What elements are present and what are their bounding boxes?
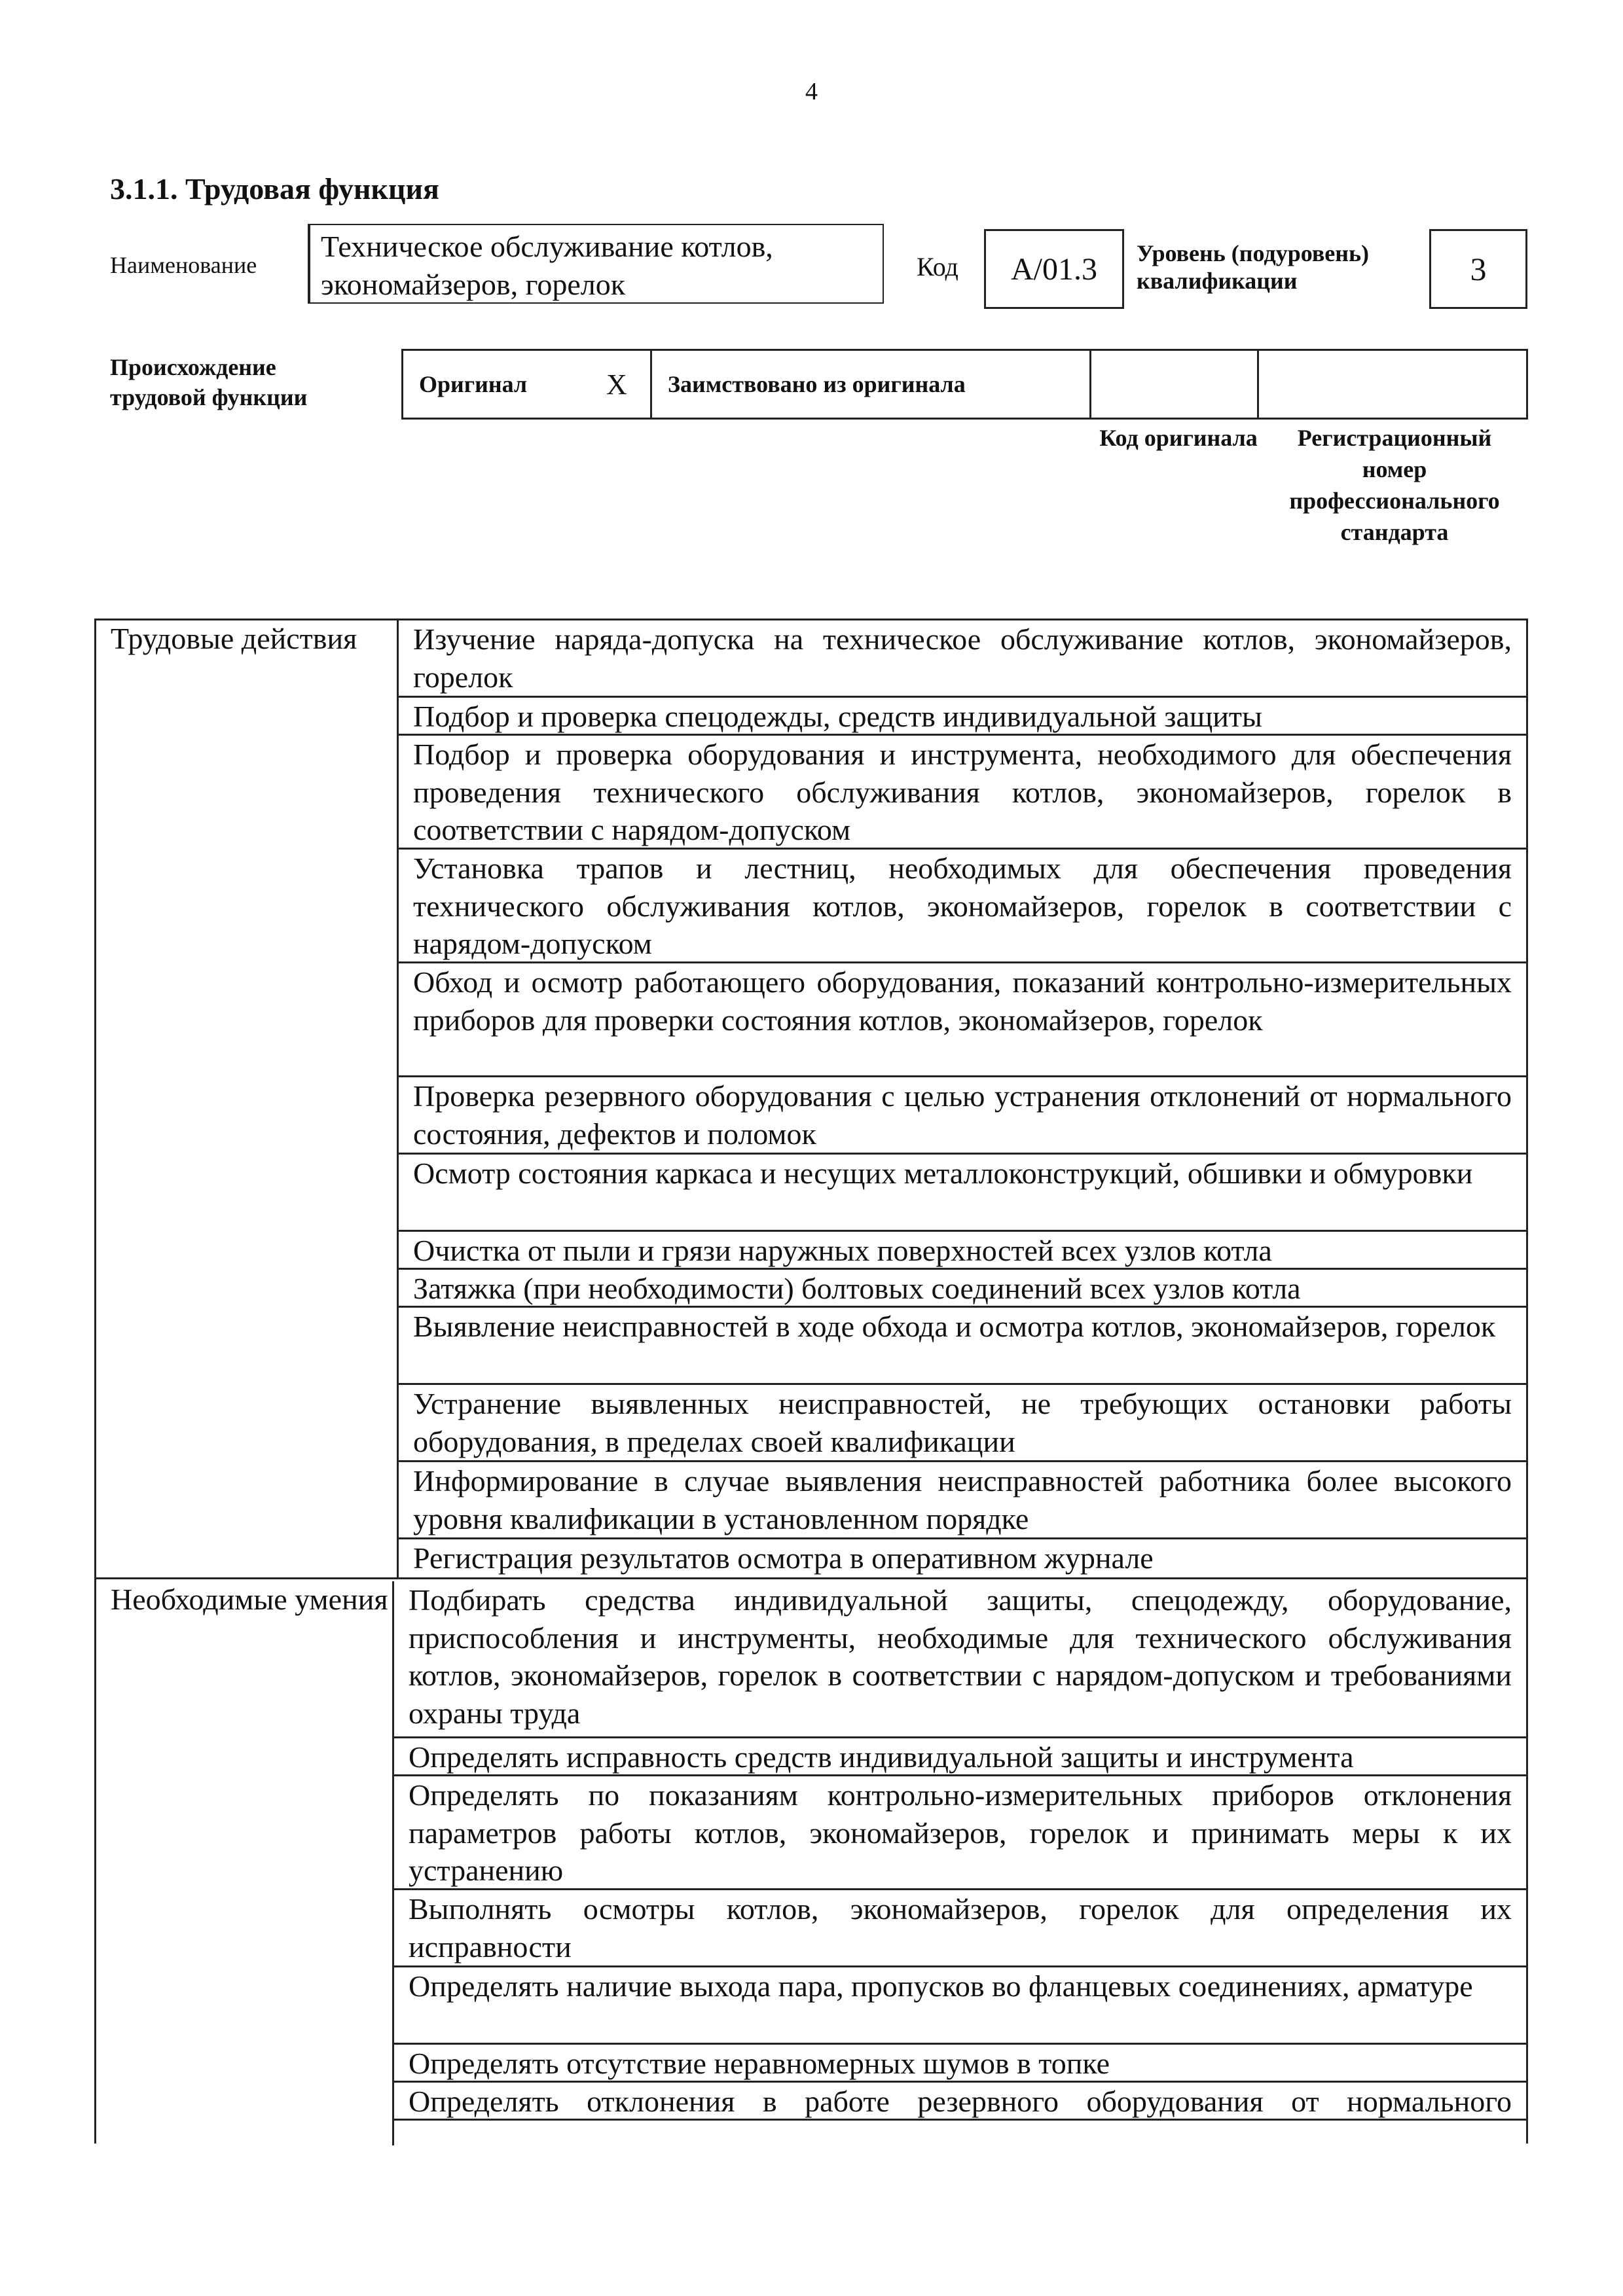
- labor-functions-table: [94, 619, 1528, 2144]
- origin-borrowed-label: Заимствовано из оригинала: [668, 371, 966, 397]
- origin-table: [401, 349, 1528, 420]
- table-row: Затяжка (при необходимости) болтовых соединений всех узлов котла: [399, 1270, 1526, 1308]
- table-row: Изучение наряда-допуска на техническое обслуживание котлов, экономайзеров, горелок: [399, 620, 1526, 698]
- caption-registration-number: Регистрационный номер профессионального стандарта: [1289, 425, 1500, 545]
- table-row: Осмотр состояния каркаса и несущих металлоконструкций, обшивки и обмуровки: [399, 1155, 1526, 1232]
- table-row: Информирование в случае выявления неисправностей работника более высокого уровня квалификации в установленном порядке: [399, 1462, 1526, 1539]
- table-row: Подбирать средства индивидуальной защиты, спецодежду, оборудование, приспособления и инструменты, необходимые для технического обслуживания котлов, экономайзеров, горелок в соответствии с нарядом-допуском и требованиями охраны труда: [394, 1581, 1526, 1738]
- table-row: Выявление неисправностей в ходе обхода и осмотра котлов, экономайзеров, горелок: [399, 1308, 1526, 1385]
- caption-original-code: Код оригинала: [1099, 425, 1258, 451]
- origin-original-mark: X: [606, 368, 627, 401]
- table-row: Обход и осмотр работающего оборудования, показаний контрольно-измерительных приборов для проверки состояния котлов, экономайзеров, горелок: [399, 963, 1526, 1077]
- qualification-level-box: 3: [1429, 229, 1527, 309]
- section-title: 3.1.1. Трудовая функция: [110, 172, 439, 206]
- name-label: Наименование: [110, 252, 257, 278]
- code-value-box: A/01.3: [984, 229, 1124, 309]
- group-rows: [394, 1581, 1526, 2121]
- table-row: Подбор и проверка спецодежды, средств индивидуальной защиты: [399, 698, 1526, 736]
- group-required-skills: [96, 1581, 1526, 2145]
- group-labor-actions: [96, 620, 1526, 1579]
- table-row: Регистрация результатов осмотра в оперативном журнале: [413, 1541, 1154, 1575]
- origin-original-label: Оригинал: [419, 371, 528, 397]
- table-row: Очистка от пыли и грязи наружных поверхностей всех узлов котла: [399, 1232, 1526, 1270]
- group-label: Необходимые умения: [96, 1581, 394, 2145]
- origin-original-cell: [403, 351, 652, 418]
- page-number: 4: [805, 78, 818, 105]
- name-value-box: Техническое обслуживание котлов, экономайзеров, горелок: [308, 224, 884, 304]
- table-row: Определять наличие выхода пара, пропусков во фланцевых соединениях, арматуре: [394, 1967, 1526, 2045]
- code-label: Код: [917, 252, 958, 281]
- group-rows: [399, 620, 1526, 1575]
- origin-label: Происхождение трудовой функции: [110, 354, 308, 410]
- table-row: Проверка резервного оборудования с целью устранения отклонений от нормального состояния, дефектов и поломок: [399, 1077, 1526, 1155]
- table-row: Устранение выявленных неисправностей, не требующих остановки работы оборудования, в пределах своей квалификации: [399, 1385, 1526, 1462]
- table-row: Определять отсутствие неравномерных шумов в топке: [394, 2045, 1526, 2083]
- origin-code-cell: [1091, 351, 1259, 418]
- table-row: Определять отклонения в работе резервного оборудования от нормального: [392, 2083, 1526, 2121]
- table-row: Определять исправность средств индивидуальной защиты и инструмента: [394, 1738, 1526, 1776]
- table-row: Подбор и проверка оборудования и инструмента, необходимого для обеспечения проведения технического обслуживания котлов, экономайзеров, горелок в соответствии с нарядом-допуском: [399, 736, 1526, 850]
- origin-reg-number-cell: [1259, 351, 1526, 418]
- origin-borrowed-cell: [652, 351, 1091, 418]
- table-row: Определять по показаниям контрольно-измерительных приборов отклонения параметров работы котлов, экономайзеров, горелок и принимать меры к их устранению: [394, 1776, 1526, 1890]
- qualification-level-label: Уровень (подуровень) квалификации: [1137, 240, 1370, 294]
- table-row: Выполнять осмотры котлов, экономайзеров, горелок для определения их исправности: [394, 1890, 1526, 1967]
- table-row: Установка трапов и лестниц, необходимых для обеспечения проведения технического обслуживания котлов, экономайзеров, горелок в соответствии с нарядом-допуском: [399, 850, 1526, 963]
- group-label: Трудовые действия: [96, 620, 399, 1577]
